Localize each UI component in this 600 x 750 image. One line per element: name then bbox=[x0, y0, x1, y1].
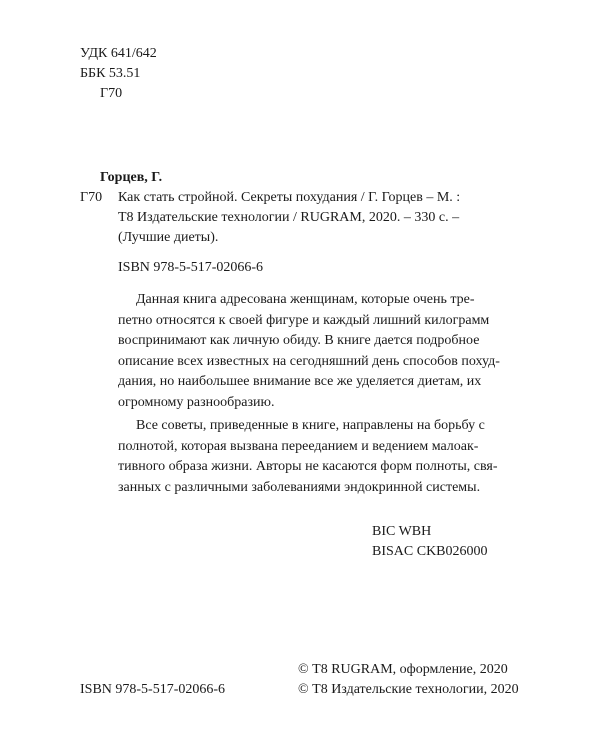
copyright-design: © Т8 RUGRAM, оформление, 2020 bbox=[298, 662, 508, 677]
margin-author-sign: Г70 bbox=[80, 190, 103, 205]
annotation-line: описание всех известных на сегодняшний день способов похуд- bbox=[118, 353, 500, 369]
entry-isbn: ISBN 978-5-517-02066-6 bbox=[118, 260, 264, 275]
annotation-line: полнотой, которая вызвана перееданием и ведением малоак- bbox=[118, 438, 479, 454]
author-heading: Горцев, Г. bbox=[100, 170, 163, 185]
annotation-line: воспринимают как личную обиду. В книге дается подробное bbox=[118, 333, 480, 348]
annotation-paragraph-1 bbox=[118, 290, 518, 413]
author-sign: Г70 bbox=[100, 86, 123, 101]
description-line: Т8 Издательские технологии / RUGRAM, 2020. – 330 с. – bbox=[118, 210, 460, 225]
annotation-line: Данная книга адресована женщинам, которые очень тре- bbox=[136, 292, 475, 307]
annotation-line: занных с различными заболеваниями эндокринной системы. bbox=[118, 479, 481, 495]
annotation-line: Все советы, приведенные в книге, направлены на борьбу с bbox=[136, 418, 485, 433]
annotation-line: огромному разнообразию. bbox=[118, 394, 275, 410]
description-line: Как стать стройной. Секреты похудания / Г. Горцев – М. : bbox=[118, 190, 461, 205]
footer-isbn: ISBN 978-5-517-02066-6 bbox=[80, 682, 226, 697]
annotation-line: тивного образа жизни. Авторы не касаются форм полноты, свя- bbox=[118, 459, 498, 474]
bbk-code: ББК 53.51 bbox=[80, 66, 141, 81]
udk-code: УДК 641/642 bbox=[80, 46, 157, 61]
copyright-publisher: © Т8 Издательские технологии, 2020 bbox=[298, 682, 519, 697]
annotation-line: дания, но наибольшее внимание все же уделяется диетам, их bbox=[118, 374, 482, 389]
bic-code: BIC WBH bbox=[372, 524, 432, 539]
annotation-paragraph-2 bbox=[118, 416, 518, 498]
bisac-code: BISAC CKB026000 bbox=[372, 544, 488, 559]
description-line: (Лучшие диеты). bbox=[118, 230, 219, 245]
annotation-line: петно относятся к своей фигуре и каждый лишний килограмм bbox=[118, 312, 490, 328]
